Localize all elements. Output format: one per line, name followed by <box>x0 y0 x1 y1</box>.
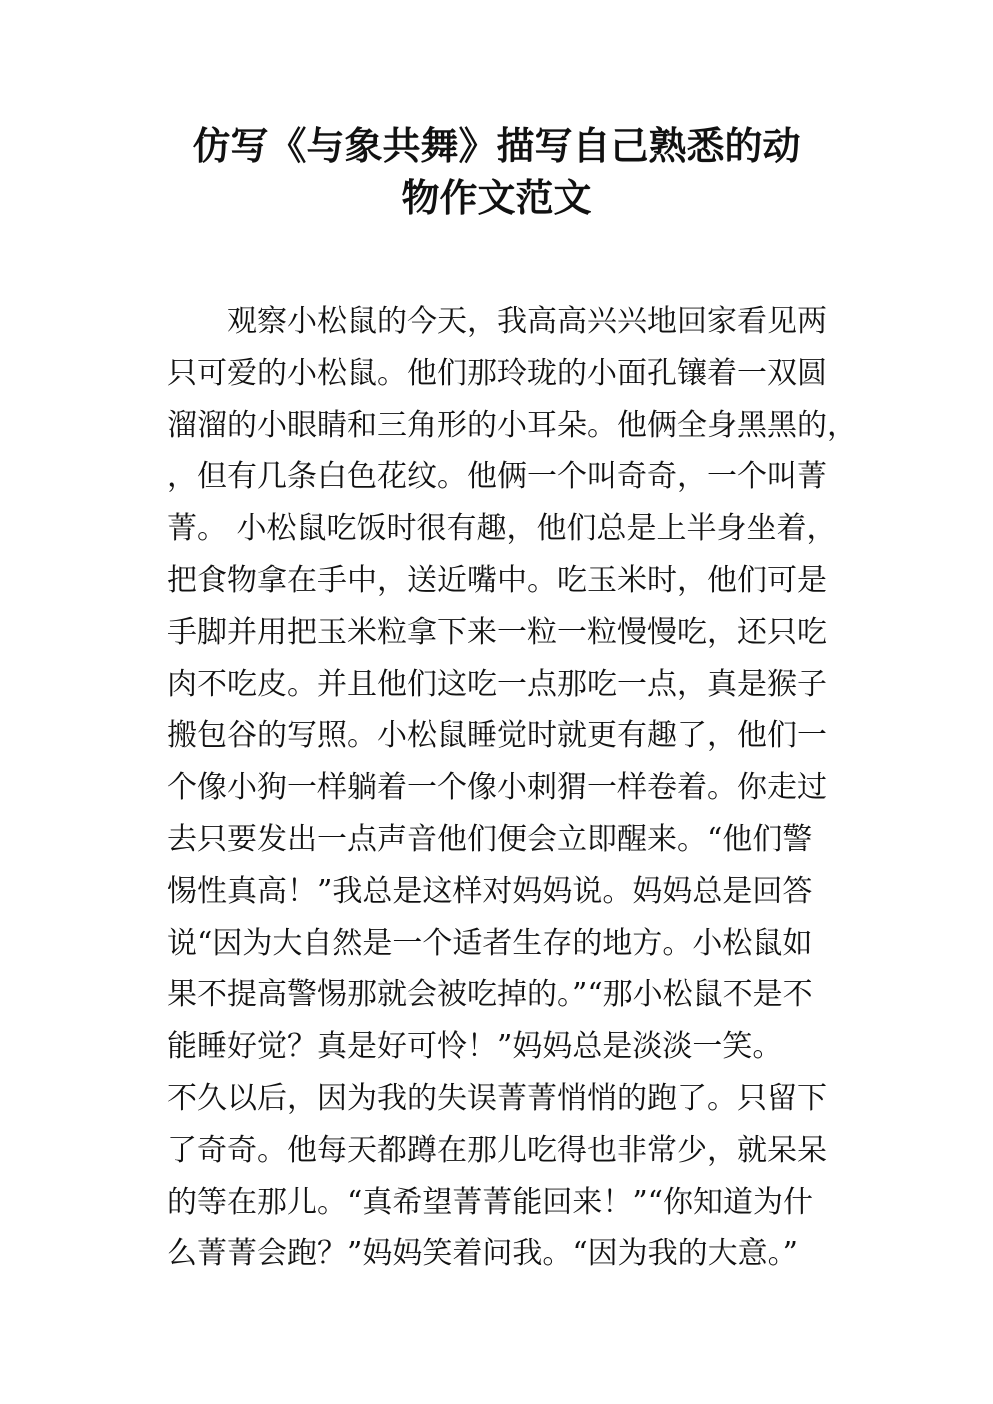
body-line: 能睡好觉？真是好可怜！”妈妈总是淡淡一笑。 <box>167 1029 783 1065</box>
body-line: 不久以后，因为我的失误菁菁悄悄的跑了。只留下 <box>167 1080 827 1116</box>
body-line: 只可爱的小松鼠。他们那玲珑的小面孔镶着一双圆 <box>167 355 827 391</box>
body-line: 把食物拿在手中，送近嘴中。吃玉米时，他们可是 <box>167 562 827 598</box>
title-line: 仿写《与象共舞》描写自己熟悉的动 <box>192 124 801 168</box>
title-line: 物作文范文 <box>401 176 592 220</box>
body-line: 惕性真高！”我总是这样对妈妈说。妈妈总是回答 <box>167 873 813 909</box>
document-body <box>167 296 867 1280</box>
body-line: ，但有几条白色花纹。他俩一个叫奇奇，一个叫菁 <box>167 459 827 495</box>
body-line: 的等在那儿。“真希望菁菁能回来！”“你知道为什 <box>167 1184 814 1220</box>
body-line: 去只要发出一点声音他们便会立即醒来。“他们警 <box>167 821 813 857</box>
body-line: 溜溜的小眼睛和三角形的小耳朵。他俩全身黑黑的， <box>167 407 857 443</box>
body-line: 说“因为大自然是一个适者生存的地方。小松鼠如 <box>167 925 813 961</box>
document-title <box>0 120 993 224</box>
body-line: 搬包谷的写照。小松鼠睡觉时就更有趣了，他们一 <box>167 718 827 754</box>
body-line: 菁。 小松鼠吃饭时很有趣，他们总是上半身坐着， <box>167 511 837 547</box>
body-line: 手脚并用把玉米粒拿下来一粒一粒慢慢吃，还只吃 <box>167 614 827 650</box>
body-line: 么菁菁会跑？”妈妈笑着问我。“因为我的大意。” <box>167 1236 799 1272</box>
body-line: 个像小狗一样躺着一个像小刺猬一样卷着。你走过 <box>167 770 827 806</box>
body-line: 果不提高警惕那就会被吃掉的。”“那小松鼠不是不 <box>167 977 813 1013</box>
body-line: 了奇奇。他每天都蹲在那儿吃得也非常少，就呆呆 <box>167 1132 827 1168</box>
body-line: 观察小松鼠的今天，我高高兴兴地回家看见两 <box>227 304 827 339</box>
body-line: 肉不吃皮。并且他们这吃一点那吃一点，真是猴子 <box>167 666 827 702</box>
